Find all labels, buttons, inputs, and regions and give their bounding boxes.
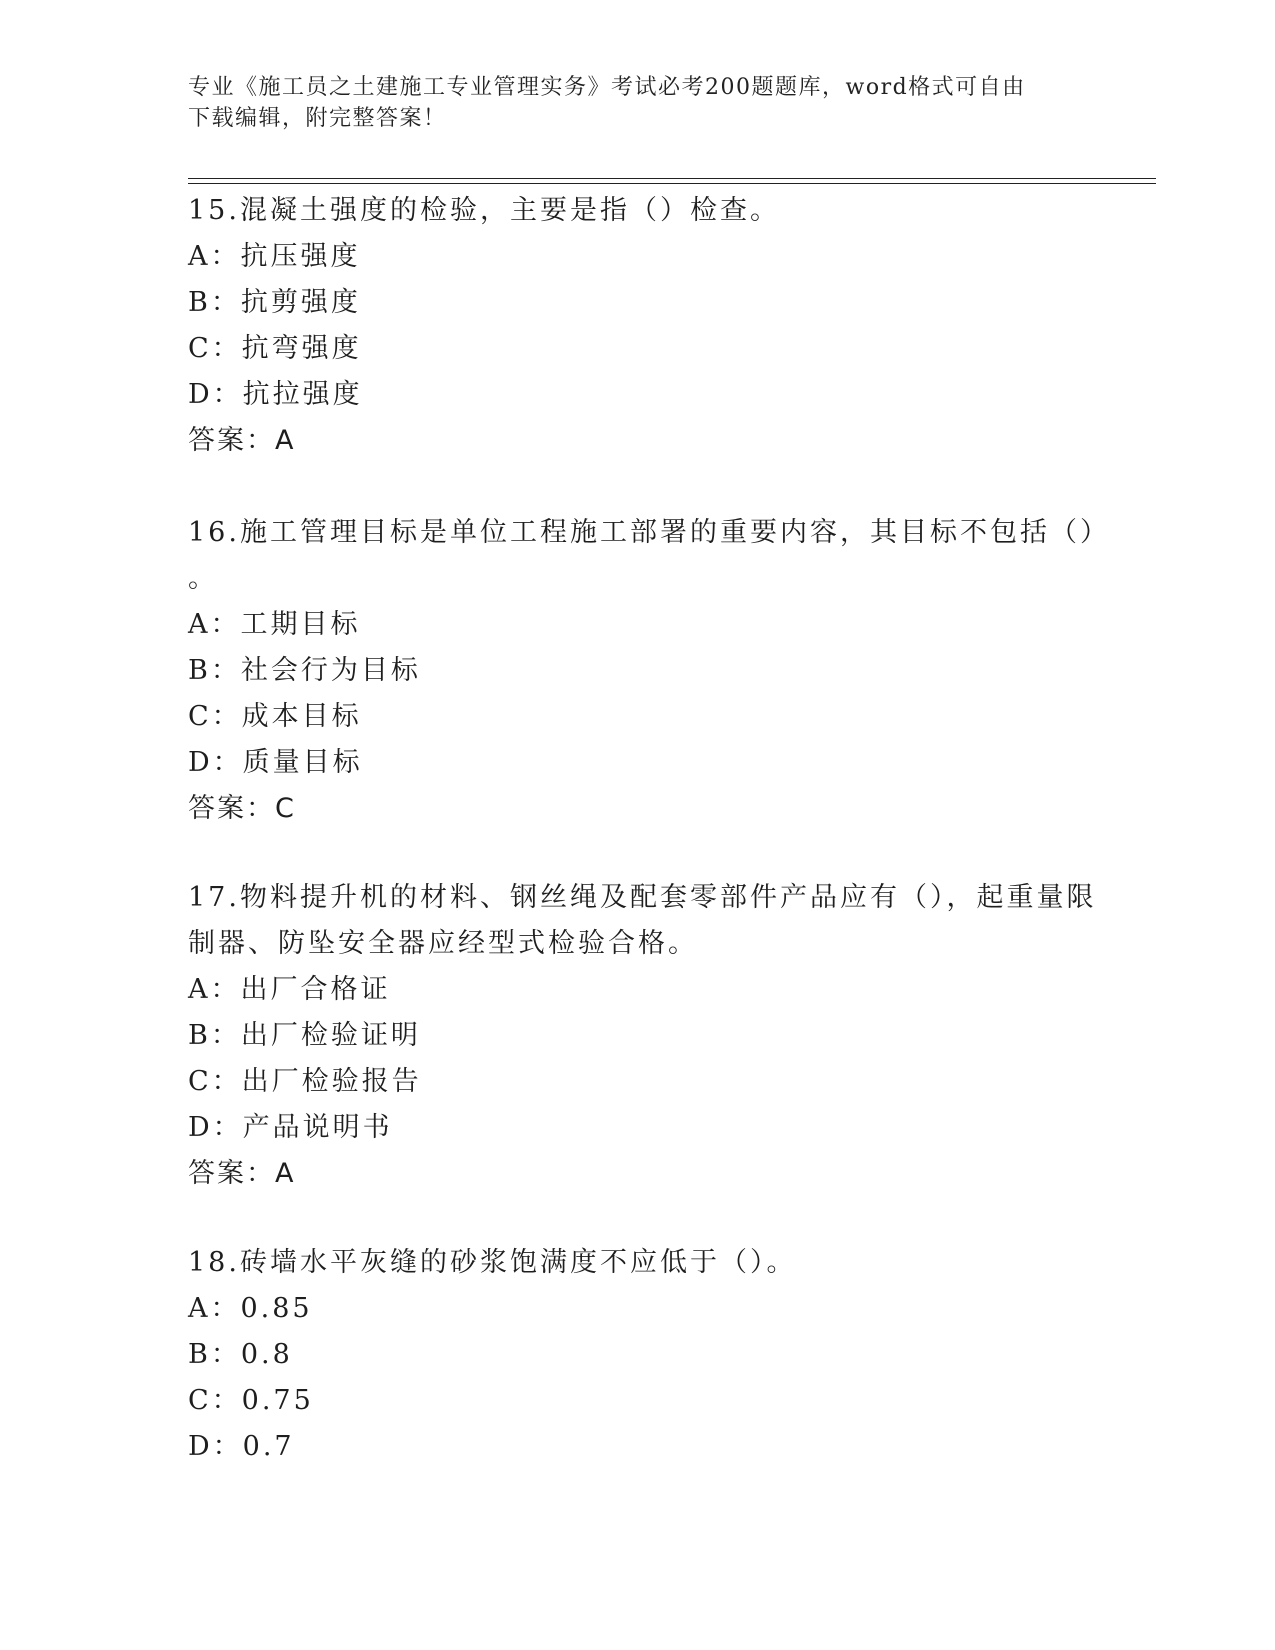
option-b: B：出厂检验证明 <box>188 1020 421 1051</box>
option-c: C：0.75 <box>188 1385 314 1416</box>
question-stem: 17.物料提升机的材料、钢丝绳及配套零部件产品应有（），起重量限 <box>188 882 1097 913</box>
question-stem-continued: 。 <box>188 563 218 594</box>
option-a: A：0.85 <box>188 1293 313 1324</box>
option-a: A：工期目标 <box>188 609 361 640</box>
question-17 <box>188 875 1097 1197</box>
document-header <box>188 72 1068 134</box>
option-a: A：抗压强度 <box>188 241 361 272</box>
option-a: A：出厂合格证 <box>188 974 391 1005</box>
option-c: C：成本目标 <box>188 701 362 732</box>
header-line-2: 下载编辑，附完整答案！ <box>188 106 447 131</box>
answer: 答案：A <box>188 425 296 456</box>
option-d: D：抗拉强度 <box>188 379 363 410</box>
option-b: B：0.8 <box>188 1339 293 1370</box>
option-d: D：产品说明书 <box>188 1112 393 1143</box>
question-15 <box>188 188 1088 464</box>
question-stem: 16.施工管理目标是单位工程施工部署的重要内容，其目标不包括（） <box>188 517 1110 548</box>
question-stem-continued: 制器、防坠安全器应经型式检验合格。 <box>188 928 698 959</box>
question-18 <box>188 1240 1088 1470</box>
header-divider-top <box>188 178 1156 179</box>
question-stem: 15.混凝土强度的检验，主要是指（）检查。 <box>188 195 780 226</box>
question-stem: 18.砖墙水平灰缝的砂浆饱满度不应低于（）。 <box>188 1247 797 1278</box>
option-c: C：出厂检验报告 <box>188 1066 422 1097</box>
header-line-1: 专业《施工员之土建施工专业管理实务》考试必考200题题库，word格式可自由 <box>188 75 1026 100</box>
question-16 <box>188 510 1110 832</box>
option-d: D：0.7 <box>188 1431 295 1462</box>
answer: 答案：A <box>188 1158 296 1189</box>
header-divider-bottom <box>188 183 1156 184</box>
option-c: C：抗弯强度 <box>188 333 362 364</box>
option-b: B：社会行为目标 <box>188 655 421 686</box>
option-b: B：抗剪强度 <box>188 287 361 318</box>
answer: 答案：C <box>188 793 296 824</box>
option-d: D：质量目标 <box>188 747 363 778</box>
